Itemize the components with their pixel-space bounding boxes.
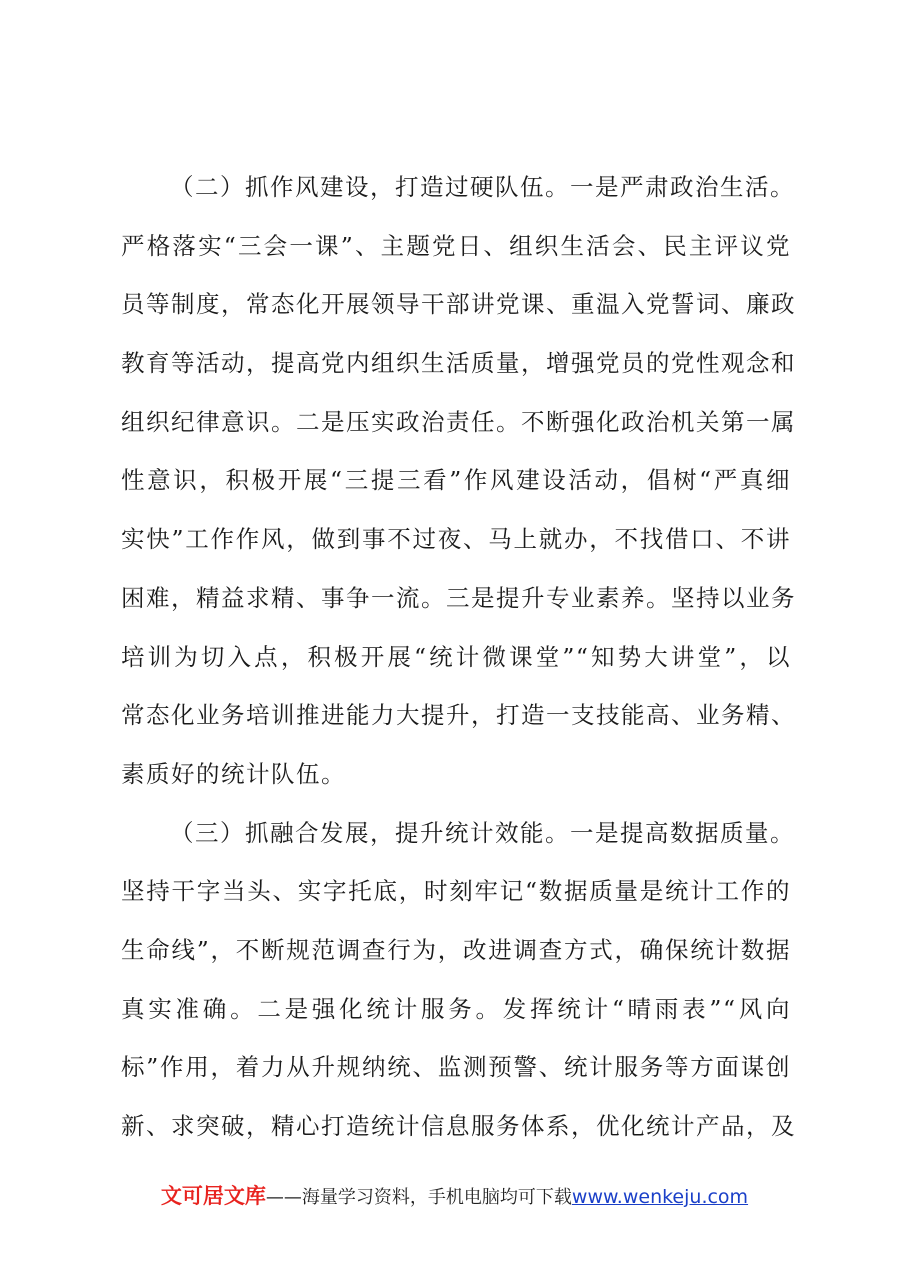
paragraph-heading-3: （三）抓融合发展，提升统计效能。一是提高数据质量。 — [170, 818, 795, 847]
footer-banner — [0, 1182, 909, 1212]
paragraph-heading-2: （二）抓作风建设，打造过硬队伍。一是严肃政治生活。 — [170, 173, 795, 201]
text-line: 困难，精益求精、事争一流。三是提升专业素养。坚持以业务 — [121, 583, 796, 612]
text-line: 坚持干字当头、实字托底，时刻牢记“数据质量是统计工作的 — [121, 877, 791, 906]
text-line: 生命线”，不断规范调查行为，改进调查方式，确保统计数据 — [121, 935, 791, 964]
text-line: 常态化业务培训推进能力大提升，打造一支技能高、业务精、 — [121, 701, 796, 730]
site-link[interactable]: www.wenkeju.com — [571, 1186, 749, 1208]
document-body — [121, 158, 796, 1156]
text-line: 实快”工作作风，做到事不过夜、马上就办，不找借口、不讲 — [121, 525, 791, 554]
text-line: 标”作用，着力从升规纳统、监测预警、统计服务等方面谋创 — [121, 1053, 791, 1082]
text-line-last: 素质好的统计队伍。 — [121, 759, 346, 788]
text-line: 真实准确。二是强化统计服务。发挥统计“晴雨表”“风向 — [121, 994, 791, 1023]
text-line: 严格落实“三会一课”、主题党日、组织生活会、民主评议党 — [121, 231, 791, 260]
brand-name: 文可居文库 — [160, 1184, 266, 1208]
text-line: 组织纪律意识。二是压实政治责任。不断强化政治机关第一属 — [121, 407, 796, 436]
footer-tagline: ——海量学习资料，手机电脑均可下载 — [265, 1187, 572, 1208]
text-line: 新、求突破，精心打造统计信息服务体系，优化统计产品，及 — [121, 1112, 796, 1140]
text-line: 性意识，积极开展“三提三看”作风建设活动，倡树“严真细 — [121, 466, 791, 495]
text-line: 员等制度，常态化开展领导干部讲党课、重温入党誓词、廉政 — [121, 290, 796, 319]
text-line: 教育等活动，提高党内组织生活质量，增强党员的党性观念和 — [121, 349, 796, 378]
text-line: 培训为切入点，积极开展“统计微课堂”“知势大讲堂”，以 — [121, 642, 791, 671]
